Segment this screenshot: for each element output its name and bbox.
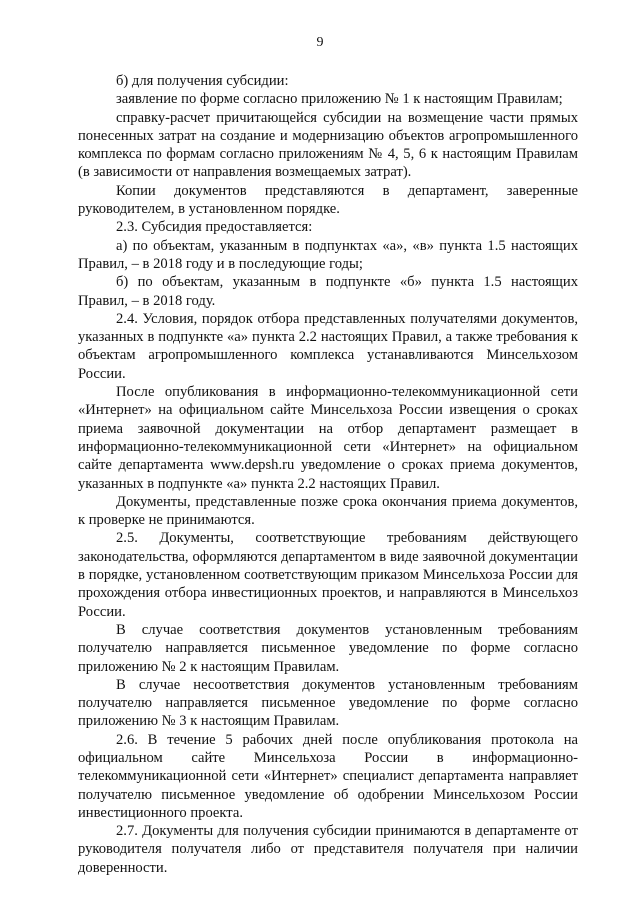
paragraph-calculation-certificate: справку-расчет причитающейся субсидии на возмещение части прямых понесенных затрат на создание и модернизацию объектов агропромышленного комплекса по формам согласно приложениям № 4, 5, 6 к настоящим Правилам (в зависимости от направления возмещаемых затрат). <box>78 109 578 181</box>
paragraph-document-copies: Копии документов представляются в департамент, заверенные руководителем, в установленном порядке. <box>78 182 578 218</box>
paragraph-subsidy-heading: б) для получения субсидии: <box>116 73 289 89</box>
paragraph-2-7: 2.7. Документы для получения субсидии принимаются в департаменте от руководителя получателя либо от представителя получателя при наличии доверенности. <box>78 823 578 876</box>
paragraph-noncompliance-notice: В случае несоответствия документов установленным требованиям получателю направляется письменное уведомление по форме согласно приложению № 3 к настоящим Правилам. <box>78 676 578 730</box>
paragraph-late-documents: Документы, представленные позже срока окончания приема документов, к проверке не принимаются. <box>78 493 578 529</box>
paragraph-2-3-b: б) по объектам, указанным в подпункте «б» пункта 1.5 настоящих Правил, – в 2018 году. <box>78 274 578 309</box>
paragraph-application-form: заявление по форме согласно приложению № 1 к настоящим Правилам; <box>116 91 563 108</box>
paragraph-2-4: 2.4. Условия, порядок отбора представленных получателями документов, указанных в подпункте «а» пункта 2.2 настоящих Правил, а также требования к объектам агропромышленного комплекса устанавливаются Минсельхозом России. <box>78 310 578 382</box>
paragraph-compliance-notice: В случае соответствия документов установленным требованиям получателю направляется письменное уведомление по форме согласно приложению № 2 к настоящим Правилам. <box>78 621 578 675</box>
paragraph-2-5: 2.5. Документы, соответствующие требованиям действующего законодательства, оформляются департаментом в виде заявочной документации в порядке, установленном соответствующим приказом Минсельхоза России для прохождения отбора инвестиционных проектов, и направляются в Минсельхоз России. <box>78 530 578 620</box>
page-number: 9 <box>316 35 324 50</box>
document-body <box>78 72 578 877</box>
paragraph-2-6: 2.6. В течение 5 рабочих дней после опубликования протокола на официальном сайте Минсельхоза России в информационно-телекоммуникационной сети «Интернет» специалист департамента направляет получателю письменное уведомление об одобрении Минсельхозом России инвестиционного проекта. <box>78 731 578 821</box>
paragraph-2-3-a: а) по объектам, указанным в подпунктах «а», «в» пункта 1.5 настоящих Правил, – в 2018 году и в последующие годы; <box>78 237 578 272</box>
paragraph-2-3: 2.3. Субсидия предоставляется: <box>116 219 313 236</box>
paragraph-publication-notice: После опубликования в информационно-телекоммуникационной сети «Интернет» на официальном сайте Минсельхоза России извещения о сроках приема заявочной документации на отбор департамент размещает в информационно-телекоммуникационной сети «Интернет» на официальном сайте департамента www.depsh.ru уведомление о сроках приема документов, указанных в подпункте «а» пункта 2.2 настоящих Правил. <box>78 384 578 492</box>
